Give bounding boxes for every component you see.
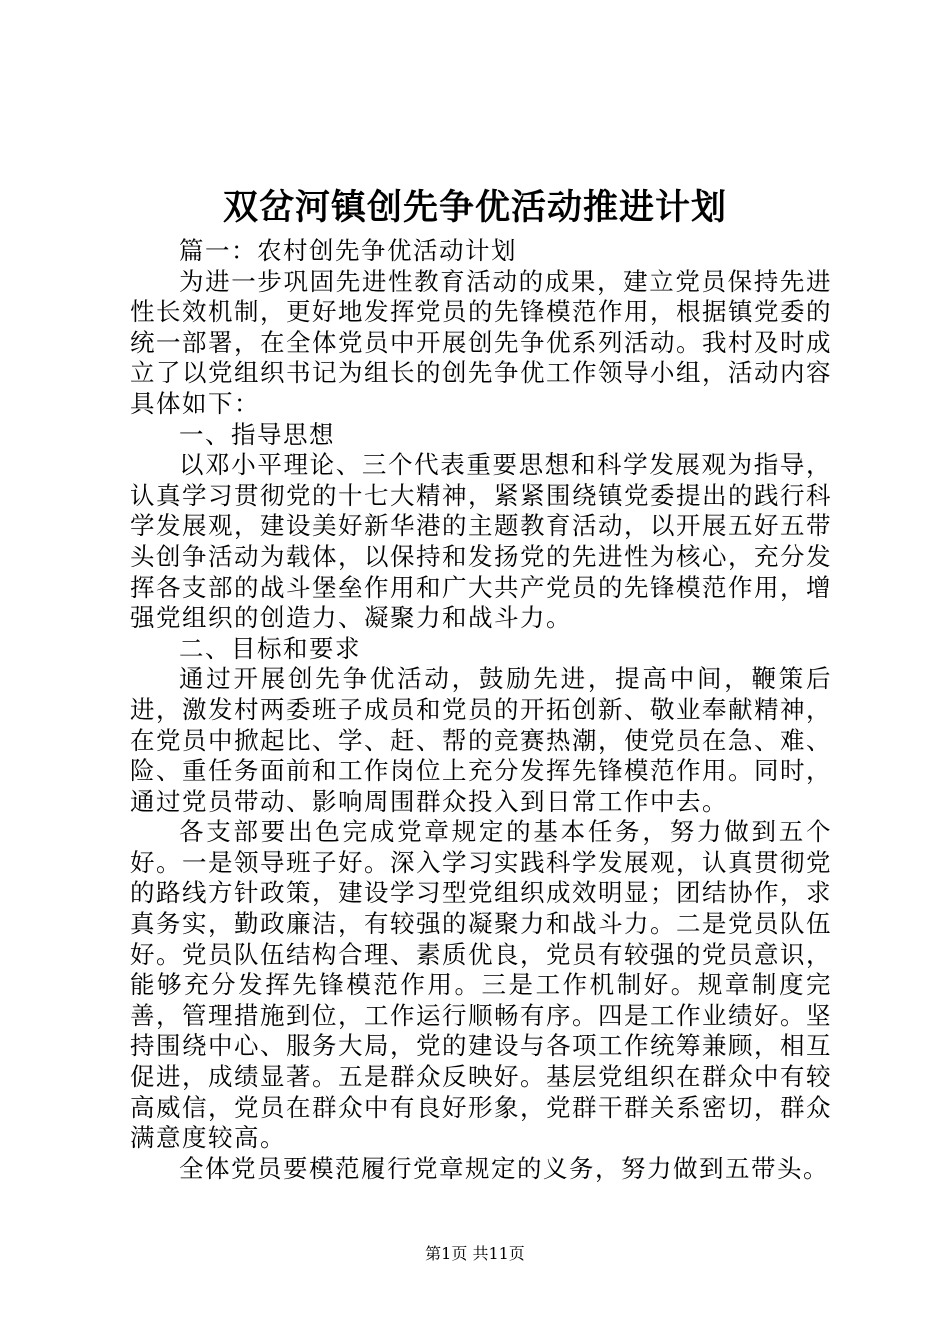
document-title: 双岔河镇创先争优活动推进计划 (222, 187, 727, 228)
paragraph-intro: 为进一步巩固先进性教育活动的成果，建立党员保持先进性长效机制，更好地发挥党员的先锋模范作用，根据镇党委的统一部署，在全体党员中开展创先争优系列活动。我村及时成立了以党组织书记为组长的创先争优工作领导小组，活动内容具体如下： (130, 266, 832, 418)
section-heading-guiding-thought: 一、指导思想 (179, 419, 335, 449)
paragraph-five-goods: 各支部要出色完成党章规定的基本任务，努力做到五个好。一是领导班子好。深入学习实践科学发展观，认真贯彻党的路线方针政策，建设学习型党组织成效明显；团结协作，求真务实，勤政廉洁，有较强的凝聚力和战斗力。二是党员队伍好。党员队伍结构合理、素质优良，党员有较强的党员意识，能够充分发挥先锋模范作用。三是工作机制好。规章制度完善，管理措施到位，工作运行顺畅有序。四是工作业绩好。坚持围绕中心、服务大局，党的建设与各项工作统筹兼顾，相互促进，成绩显著。五是群众反映好。基层党组织在群众中有较高威信，党员在群众中有良好形象，党群干群关系密切，群众满意度较高。 (130, 817, 832, 1153)
paragraph-goals: 通过开展创先争优活动，鼓励先进，提高中间，鞭策后进，激发村两委班子成员和党员的开拓创新、敬业奉献精神，在党员中掀起比、学、赶、帮的竞赛热潮，使党员在急、难、险、重任务面前和工作岗位上充分发挥先锋模范作用。同时，通过党员带动、影响周围群众投入到日常工作中去。 (130, 664, 832, 816)
paragraph-guiding-thought: 以邓小平理论、三个代表重要思想和科学发展观为指导，认真学习贯彻党的十七大精神，紧紧围绕镇党委提出的践行科学发展观，建设美好新华港的主题教育活动，以开展五好五带头创争活动为载体，以保持和发扬党的先进性为核心，充分发挥各支部的战斗堡垒作用和广大共产党员的先锋模范作用，增强党组织的创造力、凝聚力和战斗力。 (130, 450, 832, 633)
section-heading-part-one: 篇一：农村创先争优活动计划 (179, 236, 517, 265)
section-heading-goals: 二、目标和要求 (179, 633, 361, 663)
page-number: 第1页 共11页 (425, 1244, 525, 1263)
paragraph-five-leads: 全体党员要模范履行党章规定的义务，努力做到五带头。 (179, 1153, 829, 1183)
document-body (130, 236, 832, 1184)
